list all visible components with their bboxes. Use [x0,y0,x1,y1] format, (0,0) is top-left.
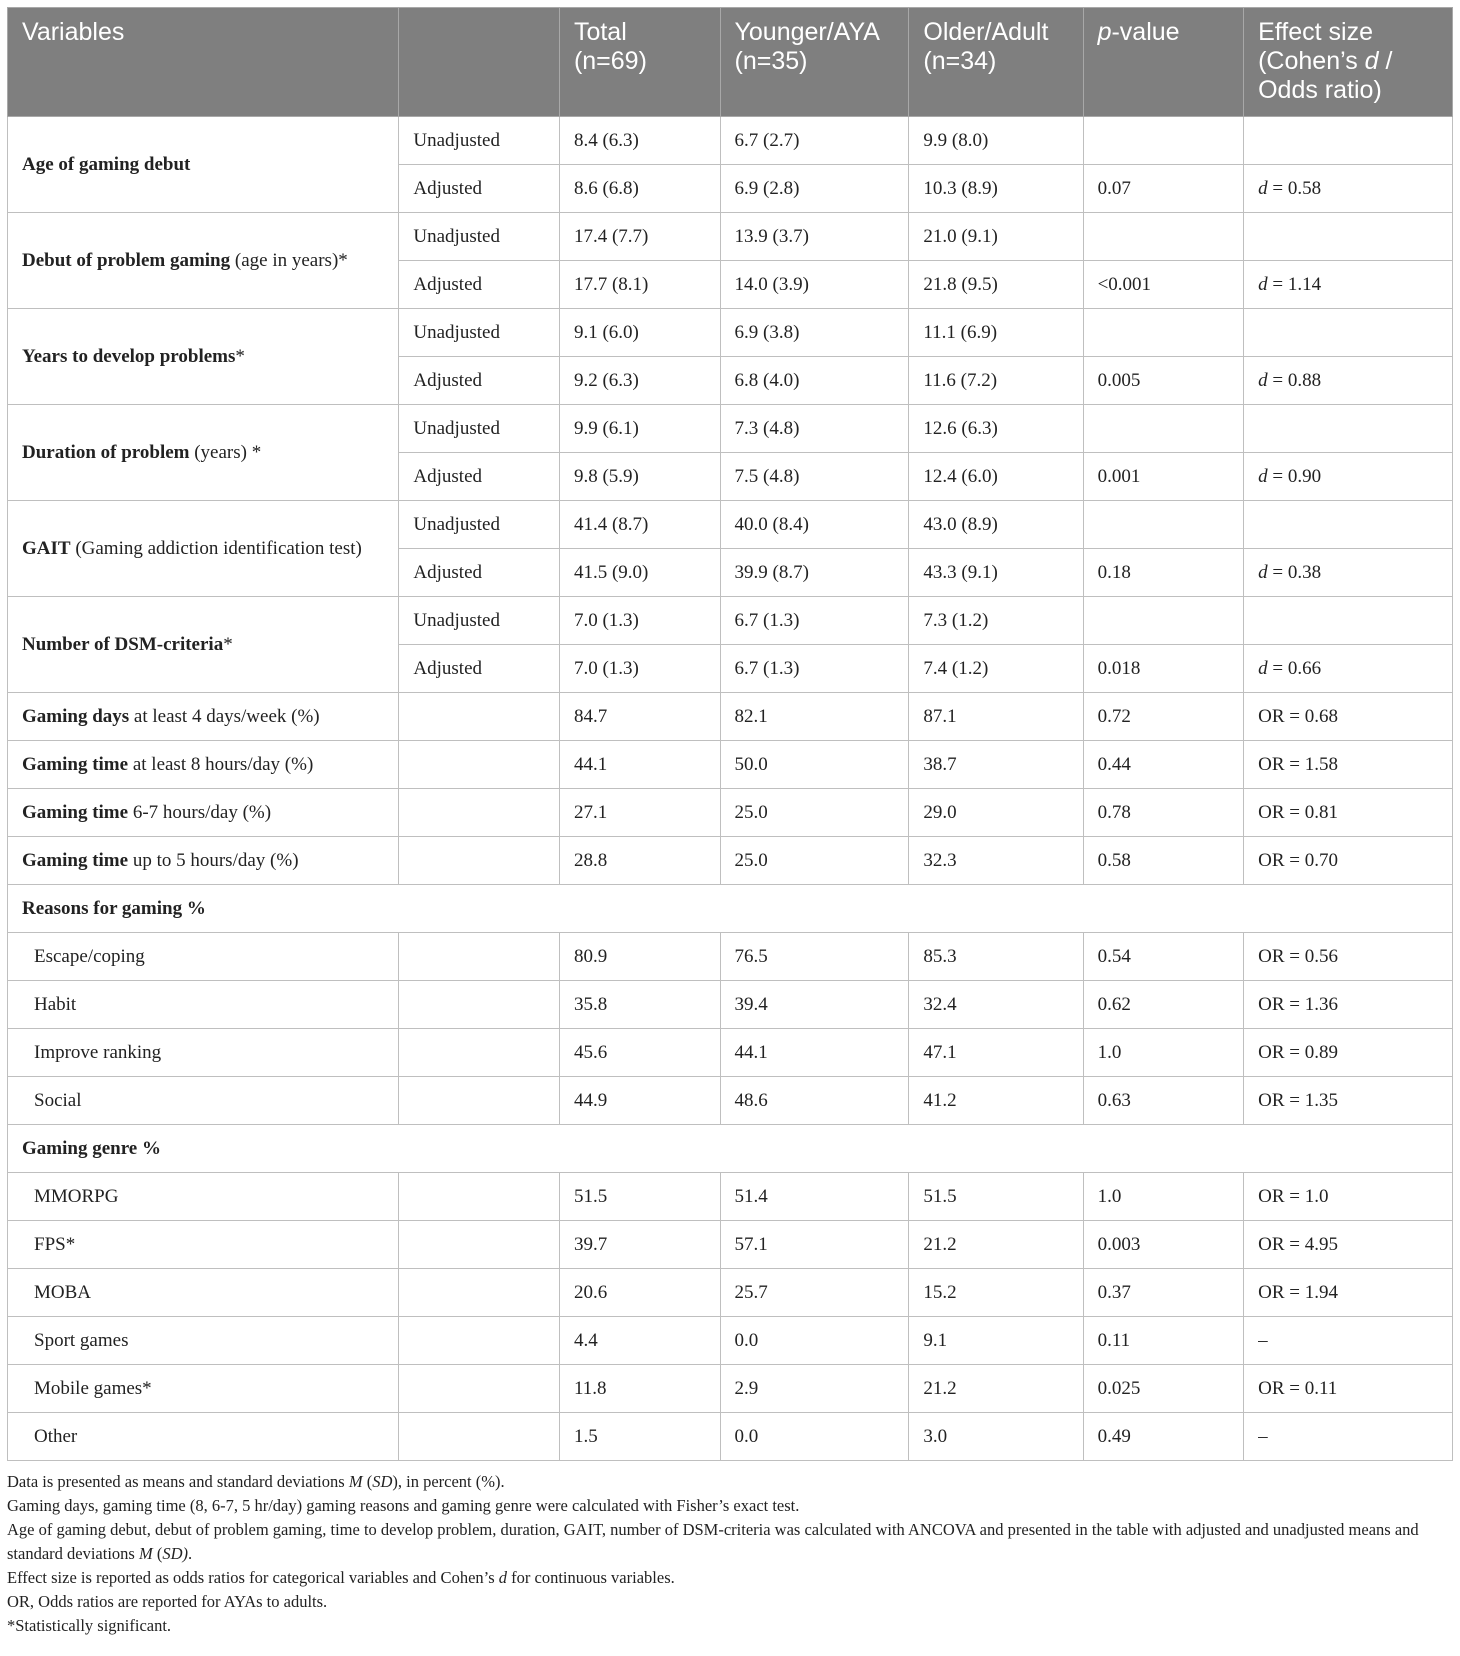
younger-cell: 0.0 [720,1317,909,1365]
p-value-cell: 0.001 [1083,453,1244,501]
row-type [399,741,560,789]
older-cell: 21.0 (9.1) [909,213,1083,261]
variable-name: Years to develop problems [22,345,236,367]
p-value-cell [1083,501,1244,549]
effect-cell: OR = 0.89 [1244,1029,1453,1077]
younger-cell: 51.4 [720,1173,909,1221]
variable-name: Number of DSM-criteria [22,633,224,655]
row-type: Unadjusted [399,501,560,549]
total-cell: 17.4 (7.7) [559,213,720,261]
variable-label [8,309,399,405]
total-cell: 17.7 (8.1) [559,261,720,309]
variable-label [8,789,399,837]
header-total: Total (n=69) [559,8,720,117]
row-type [399,693,560,741]
p-value-cell [1083,597,1244,645]
younger-cell: 6.9 (3.8) [720,309,909,357]
older-cell: 43.3 (9.1) [909,549,1083,597]
variable-label: Mobile games* [8,1365,399,1413]
total-cell: 44.9 [559,1077,720,1125]
younger-cell: 44.1 [720,1029,909,1077]
effect-value: = 0.88 [1267,369,1322,391]
table-row [8,933,1453,981]
total-cell: 4.4 [559,1317,720,1365]
section-title [8,1125,1453,1173]
row-type [399,1077,560,1125]
table-row [8,1365,1453,1413]
total-cell: 41.5 (9.0) [559,549,720,597]
section-header-row [8,885,1453,933]
p-value-cell: 0.44 [1083,741,1244,789]
younger-cell: 39.9 (8.7) [720,549,909,597]
effect-cell: OR = 4.95 [1244,1221,1453,1269]
older-cell: 21.8 (9.5) [909,261,1083,309]
row-type: Adjusted [399,453,560,501]
row-type [399,933,560,981]
p-value-cell [1083,309,1244,357]
header-effect-size: Effect size (Cohen’s d / Odds ratio) [1244,8,1453,117]
younger-cell: 76.5 [720,933,909,981]
older-cell: 11.1 (6.9) [909,309,1083,357]
effect-value: = 0.90 [1267,465,1322,487]
p-value-cell: 0.018 [1083,645,1244,693]
total-cell: 44.1 [559,741,720,789]
older-cell: 87.1 [909,693,1083,741]
variable-label [8,741,399,789]
note-5: OR, Odds ratios are reported for AYAs to adults. [7,1592,328,1611]
variable-label: FPS* [8,1221,399,1269]
effect-cell: OR = 1.94 [1244,1269,1453,1317]
row-type: Adjusted [399,165,560,213]
row-type: Adjusted [399,645,560,693]
header-blank [399,8,560,117]
effect-cell [1244,357,1453,405]
younger-cell: 6.9 (2.8) [720,165,909,213]
total-cell: 27.1 [559,789,720,837]
table-notes [7,1470,1453,1638]
table-row [8,597,1453,645]
effect-cell: OR = 1.0 [1244,1173,1453,1221]
row-type: Unadjusted [399,597,560,645]
older-cell: 41.2 [909,1077,1083,1125]
note-6: *Statistically significant. [7,1616,172,1635]
p-value-cell: 0.63 [1083,1077,1244,1125]
variable-label: Improve ranking [8,1029,399,1077]
row-type: Unadjusted [399,213,560,261]
header-p-value: p-value [1083,8,1244,117]
effect-cell [1244,213,1453,261]
younger-cell: 25.0 [720,789,909,837]
effect-cell: OR = 0.68 [1244,693,1453,741]
older-cell: 9.1 [909,1317,1083,1365]
section-title-text: Gaming genre % [22,1137,161,1159]
table-row [8,1029,1453,1077]
older-cell: 29.0 [909,789,1083,837]
effect-cell [1244,645,1453,693]
younger-cell: 6.8 (4.0) [720,357,909,405]
variable-name: GAIT [22,537,71,559]
table-row [8,741,1453,789]
p-value-cell: 0.78 [1083,789,1244,837]
variable-label: MMORPG [8,1173,399,1221]
variable-detail: up to 5 hours/day (%) [128,849,299,871]
older-cell: 43.0 (8.9) [909,501,1083,549]
older-cell: 7.4 (1.2) [909,645,1083,693]
older-cell: 15.2 [909,1269,1083,1317]
older-cell: 12.4 (6.0) [909,453,1083,501]
note-4: Effect size is reported as odds ratios for categorical variables and Cohen’s d for continuous variables. [7,1568,675,1587]
variable-detail: * [235,345,245,367]
total-cell: 28.8 [559,837,720,885]
p-value-cell: 0.62 [1083,981,1244,1029]
effect-cell: OR = 0.81 [1244,789,1453,837]
p-value-cell: 0.49 [1083,1413,1244,1461]
effect-cell [1244,117,1453,165]
variable-label [8,405,399,501]
effect-cell [1244,261,1453,309]
row-type [399,1317,560,1365]
total-cell: 51.5 [559,1173,720,1221]
total-cell: 9.9 (6.1) [559,405,720,453]
younger-cell: 40.0 (8.4) [720,501,909,549]
total-cell: 11.8 [559,1365,720,1413]
effect-cell [1244,309,1453,357]
variable-label [8,117,399,213]
variable-name: Gaming time [22,753,129,775]
p-value-cell: <0.001 [1083,261,1244,309]
variable-label [8,597,399,693]
results-table [7,7,1453,1461]
table-row [8,213,1453,261]
p-value-cell: 1.0 [1083,1029,1244,1077]
variable-name: Gaming time [22,801,129,823]
row-type [399,1173,560,1221]
total-cell: 20.6 [559,1269,720,1317]
total-cell: 80.9 [559,933,720,981]
header-older: Older/Adult (n=34) [909,8,1083,117]
total-cell: 7.0 (1.3) [559,645,720,693]
p-value-cell: 1.0 [1083,1173,1244,1221]
variable-label: Social [8,1077,399,1125]
table-row [8,501,1453,549]
section-title [8,885,1453,933]
effect-d-symbol: d [1258,273,1268,295]
p-value-cell: 0.11 [1083,1317,1244,1365]
younger-cell: 7.5 (4.8) [720,453,909,501]
note-3: Age of gaming debut, debut of problem gaming, time to develop problem, duration, GAIT, number of DSM-criteria was calculated with ANCOVA and presented in the table with adjusted and unadjusted means and standard deviations M (SD). [7,1520,1419,1563]
header-row [8,8,1453,117]
table-row [8,1173,1453,1221]
section-title-text: Reasons for gaming % [22,897,206,919]
effect-cell: OR = 0.70 [1244,837,1453,885]
row-type [399,1413,560,1461]
table-row [8,1077,1453,1125]
effect-cell: – [1244,1317,1453,1365]
p-value-cell: 0.37 [1083,1269,1244,1317]
older-cell: 32.4 [909,981,1083,1029]
older-cell: 11.6 (7.2) [909,357,1083,405]
variable-detail: (Gaming addiction identification test) [70,537,362,559]
table-body [8,117,1453,1461]
p-value-cell [1083,117,1244,165]
row-type: Unadjusted [399,405,560,453]
younger-cell: 25.7 [720,1269,909,1317]
p-value-cell [1083,213,1244,261]
younger-cell: 2.9 [720,1365,909,1413]
variable-label [8,837,399,885]
table-row [8,789,1453,837]
p-value-cell: 0.18 [1083,549,1244,597]
row-type: Unadjusted [399,117,560,165]
effect-cell: OR = 1.35 [1244,1077,1453,1125]
younger-cell: 6.7 (1.3) [720,597,909,645]
younger-cell: 82.1 [720,693,909,741]
row-type: Adjusted [399,357,560,405]
younger-cell: 25.0 [720,837,909,885]
variable-name: Gaming time [22,849,129,871]
variable-detail: 6-7 hours/day (%) [128,801,272,823]
effect-cell: OR = 0.56 [1244,933,1453,981]
total-cell: 39.7 [559,1221,720,1269]
total-cell: 41.4 (8.7) [559,501,720,549]
variable-detail: at least 8 hours/day (%) [128,753,314,775]
p-value-cell: 0.005 [1083,357,1244,405]
p-value-cell [1083,405,1244,453]
older-cell: 51.5 [909,1173,1083,1221]
row-type [399,789,560,837]
table-row [8,981,1453,1029]
younger-cell: 39.4 [720,981,909,1029]
younger-cell: 6.7 (2.7) [720,117,909,165]
effect-d-symbol: d [1258,657,1268,679]
effect-cell [1244,597,1453,645]
effect-cell [1244,501,1453,549]
older-cell: 32.3 [909,837,1083,885]
row-type [399,1029,560,1077]
variable-label [8,213,399,309]
total-cell: 84.7 [559,693,720,741]
row-type [399,1365,560,1413]
row-type [399,1269,560,1317]
variable-detail: * [223,633,233,655]
effect-cell [1244,453,1453,501]
effect-d-symbol: d [1258,369,1268,391]
total-cell: 45.6 [559,1029,720,1077]
note-2: Gaming days, gaming time (8, 6-7, 5 hr/day) gaming reasons and gaming genre were calculated with Fisher’s exact test. [7,1496,800,1515]
total-cell: 8.6 (6.8) [559,165,720,213]
table-row [8,1269,1453,1317]
table-row [8,117,1453,165]
row-type: Unadjusted [399,309,560,357]
variable-label [8,501,399,597]
effect-d-symbol: d [1258,465,1268,487]
table-row [8,693,1453,741]
table-row [8,405,1453,453]
total-cell: 9.1 (6.0) [559,309,720,357]
p-value-cell: 0.07 [1083,165,1244,213]
younger-cell: 50.0 [720,741,909,789]
variable-detail: (age in years)* [230,249,348,271]
older-cell: 12.6 (6.3) [909,405,1083,453]
p-value-cell: 0.54 [1083,933,1244,981]
effect-cell [1244,549,1453,597]
older-cell: 21.2 [909,1365,1083,1413]
variable-name: Duration of problem [22,441,190,463]
older-cell: 85.3 [909,933,1083,981]
p-value-cell: 0.003 [1083,1221,1244,1269]
younger-cell: 13.9 (3.7) [720,213,909,261]
total-cell: 1.5 [559,1413,720,1461]
table-row [8,1221,1453,1269]
table-row [8,837,1453,885]
effect-value: = 0.38 [1267,561,1322,583]
variable-name: Gaming days [22,705,130,727]
younger-cell: 57.1 [720,1221,909,1269]
effect-d-symbol: d [1258,561,1268,583]
variable-name: Age of gaming debut [22,153,191,175]
variable-label: Sport games [8,1317,399,1365]
section-header-row [8,1125,1453,1173]
variable-name: Debut of problem gaming [22,249,231,271]
older-cell: 7.3 (1.2) [909,597,1083,645]
variable-label [8,693,399,741]
effect-cell: OR = 0.11 [1244,1365,1453,1413]
p-value-cell: 0.025 [1083,1365,1244,1413]
row-type [399,1221,560,1269]
older-cell: 38.7 [909,741,1083,789]
older-cell: 3.0 [909,1413,1083,1461]
variable-label: Habit [8,981,399,1029]
effect-d-symbol: d [1258,177,1268,199]
row-type: Adjusted [399,549,560,597]
variable-detail: (years) * [189,441,262,463]
table-row [8,1317,1453,1365]
header-younger: Younger/AYA (n=35) [720,8,909,117]
younger-cell: 0.0 [720,1413,909,1461]
older-cell: 10.3 (8.9) [909,165,1083,213]
effect-cell [1244,405,1453,453]
variable-detail: at least 4 days/week (%) [129,705,320,727]
effect-value: = 0.66 [1267,657,1322,679]
effect-cell: – [1244,1413,1453,1461]
total-cell: 7.0 (1.3) [559,597,720,645]
total-cell: 35.8 [559,981,720,1029]
effect-cell: OR = 1.58 [1244,741,1453,789]
table-row [8,1413,1453,1461]
younger-cell: 48.6 [720,1077,909,1125]
effect-cell: OR = 1.36 [1244,981,1453,1029]
p-value-cell: 0.58 [1083,837,1244,885]
variable-label: Other [8,1413,399,1461]
older-cell: 9.9 (8.0) [909,117,1083,165]
younger-cell: 7.3 (4.8) [720,405,909,453]
younger-cell: 14.0 (3.9) [720,261,909,309]
note-1: Data is presented as means and standard deviations M (SD), in percent (%). [7,1472,505,1491]
total-cell: 9.8 (5.9) [559,453,720,501]
total-cell: 9.2 (6.3) [559,357,720,405]
variable-label: MOBA [8,1269,399,1317]
row-type [399,837,560,885]
effect-value: = 0.58 [1267,177,1322,199]
variable-label: Escape/coping [8,933,399,981]
p-value-cell: 0.72 [1083,693,1244,741]
younger-cell: 6.7 (1.3) [720,645,909,693]
effect-value: = 1.14 [1267,273,1322,295]
table-row [8,309,1453,357]
total-cell: 8.4 (6.3) [559,117,720,165]
table-container [7,7,1453,1638]
row-type: Adjusted [399,261,560,309]
header-variables: Variables [8,8,399,117]
older-cell: 21.2 [909,1221,1083,1269]
effect-cell [1244,165,1453,213]
row-type [399,981,560,1029]
older-cell: 47.1 [909,1029,1083,1077]
